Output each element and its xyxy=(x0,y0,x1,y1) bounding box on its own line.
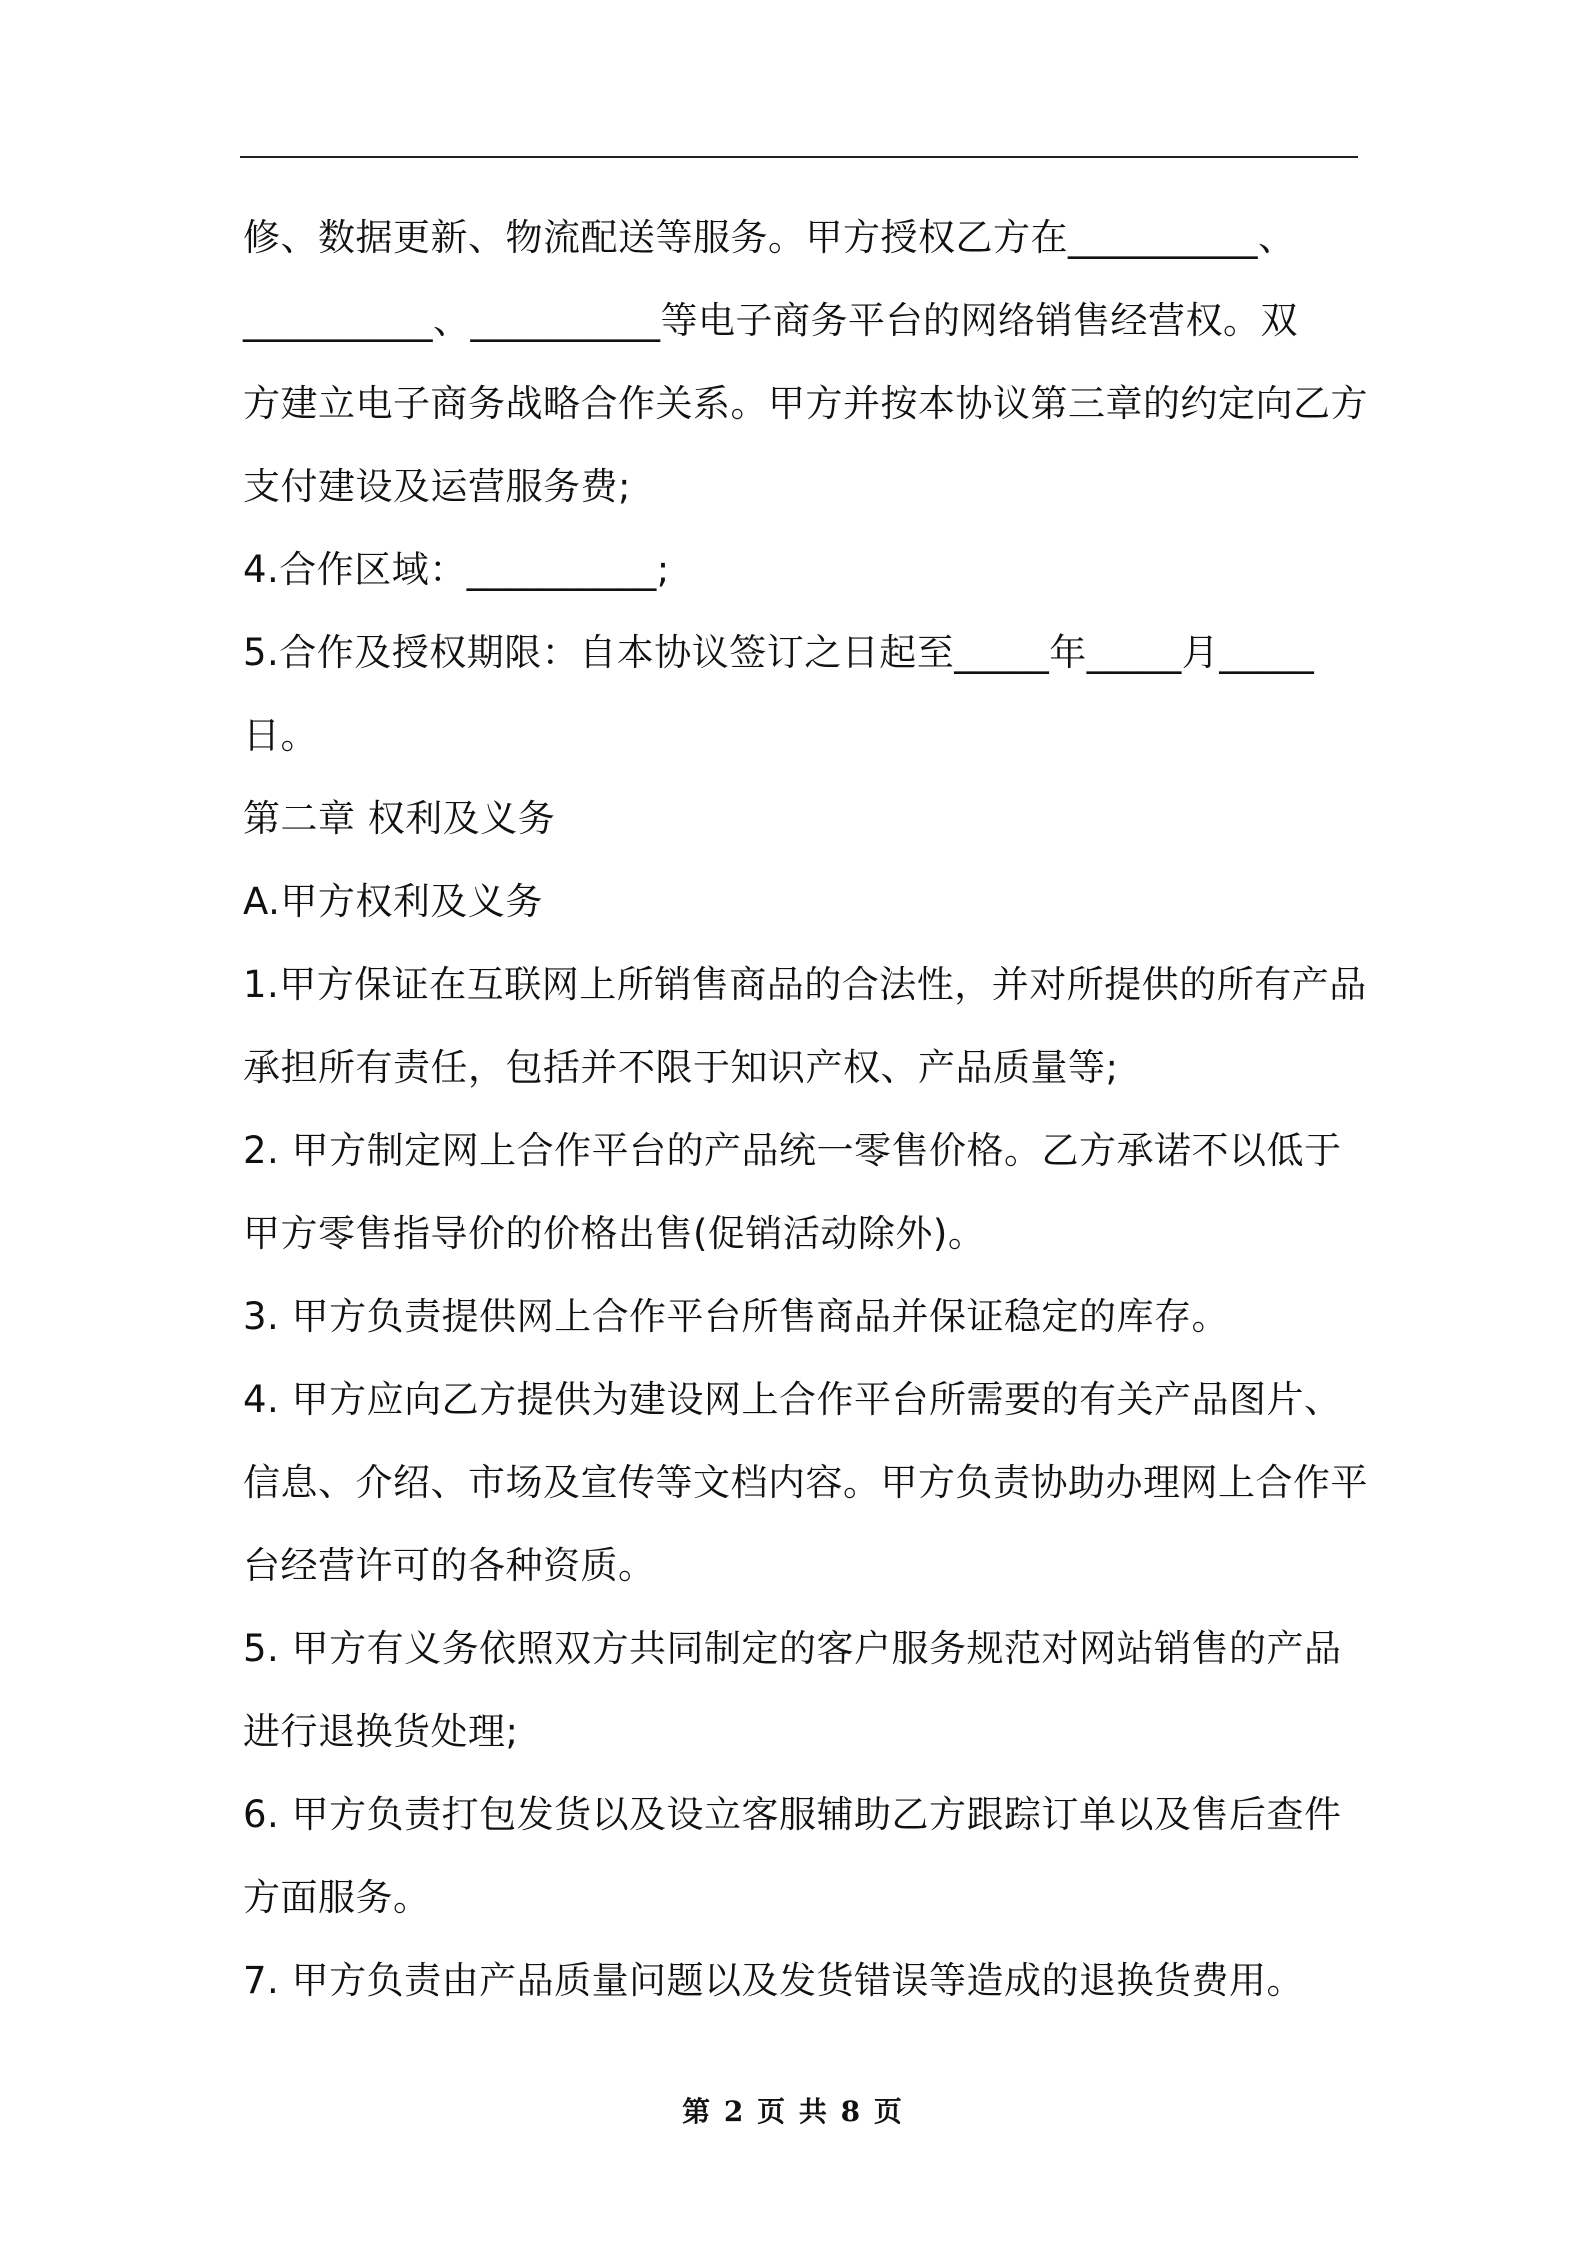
header-rule xyxy=(240,156,1358,158)
text-line: 5.合作及授权期限：自本协议签订之日起至_____年_____月_____ xyxy=(243,631,1315,674)
text-line: 方建立电子商务战略合作关系。甲方并按本协议第三章的约定向乙方 xyxy=(243,382,1368,425)
text-line: 方面服务。 xyxy=(243,1876,431,1919)
text-line: 台经营许可的各种资质。 xyxy=(243,1544,656,1587)
text-line: 甲方零售指导价的价格出售(促销活动除外)。 xyxy=(243,1212,986,1255)
text-line: 信息、介绍、市场及宣传等文档内容。甲方负责协助办理网上合作平 xyxy=(243,1461,1368,1504)
text-line: 支付建设及运营服务费; xyxy=(243,465,631,508)
text-line: 3. 甲方负责提供网上合作平台所售商品并保证稳定的库存。 xyxy=(243,1295,1230,1338)
text-line: 1.甲方保证在互联网上所销售商品的合法性，并对所提供的所有产品 xyxy=(243,963,1367,1006)
text-line: __________、__________等电子商务平台的网络销售经营权。双 xyxy=(243,299,1298,342)
text-line: 2. 甲方制定网上合作平台的产品统一零售价格。乙方承诺不以低于 xyxy=(243,1129,1342,1172)
text-line: 进行退换货处理; xyxy=(243,1710,519,1753)
document-body xyxy=(243,196,1368,2022)
text-line: 6. 甲方负责打包发货以及设立客服辅助乙方跟踪订单以及售后查件 xyxy=(243,1793,1342,1836)
page-number: 第 2 页 共 8 页 xyxy=(682,2095,904,2128)
text-line: 4. 甲方应向乙方提供为建设网上合作平台所需要的有关产品图片、 xyxy=(243,1378,1342,1421)
text-line: 承担所有责任，包括并不限于知识产权、产品质量等; xyxy=(243,1046,1119,1089)
section-heading: A.甲方权利及义务 xyxy=(243,880,543,923)
text-line: 日。 xyxy=(243,714,318,757)
text-line: 4.合作区域：__________; xyxy=(243,548,670,591)
text-line: 7. 甲方负责由产品质量问题以及发货错误等造成的退换货费用。 xyxy=(243,1959,1305,2002)
chapter-heading: 第二章 权利及义务 xyxy=(243,797,556,840)
text-line: 修、数据更新、物流配送等服务。甲方授权乙方在__________、 xyxy=(243,216,1296,259)
text-line: 5. 甲方有义务依照双方共同制定的客户服务规范对网站销售的产品 xyxy=(243,1627,1342,1670)
